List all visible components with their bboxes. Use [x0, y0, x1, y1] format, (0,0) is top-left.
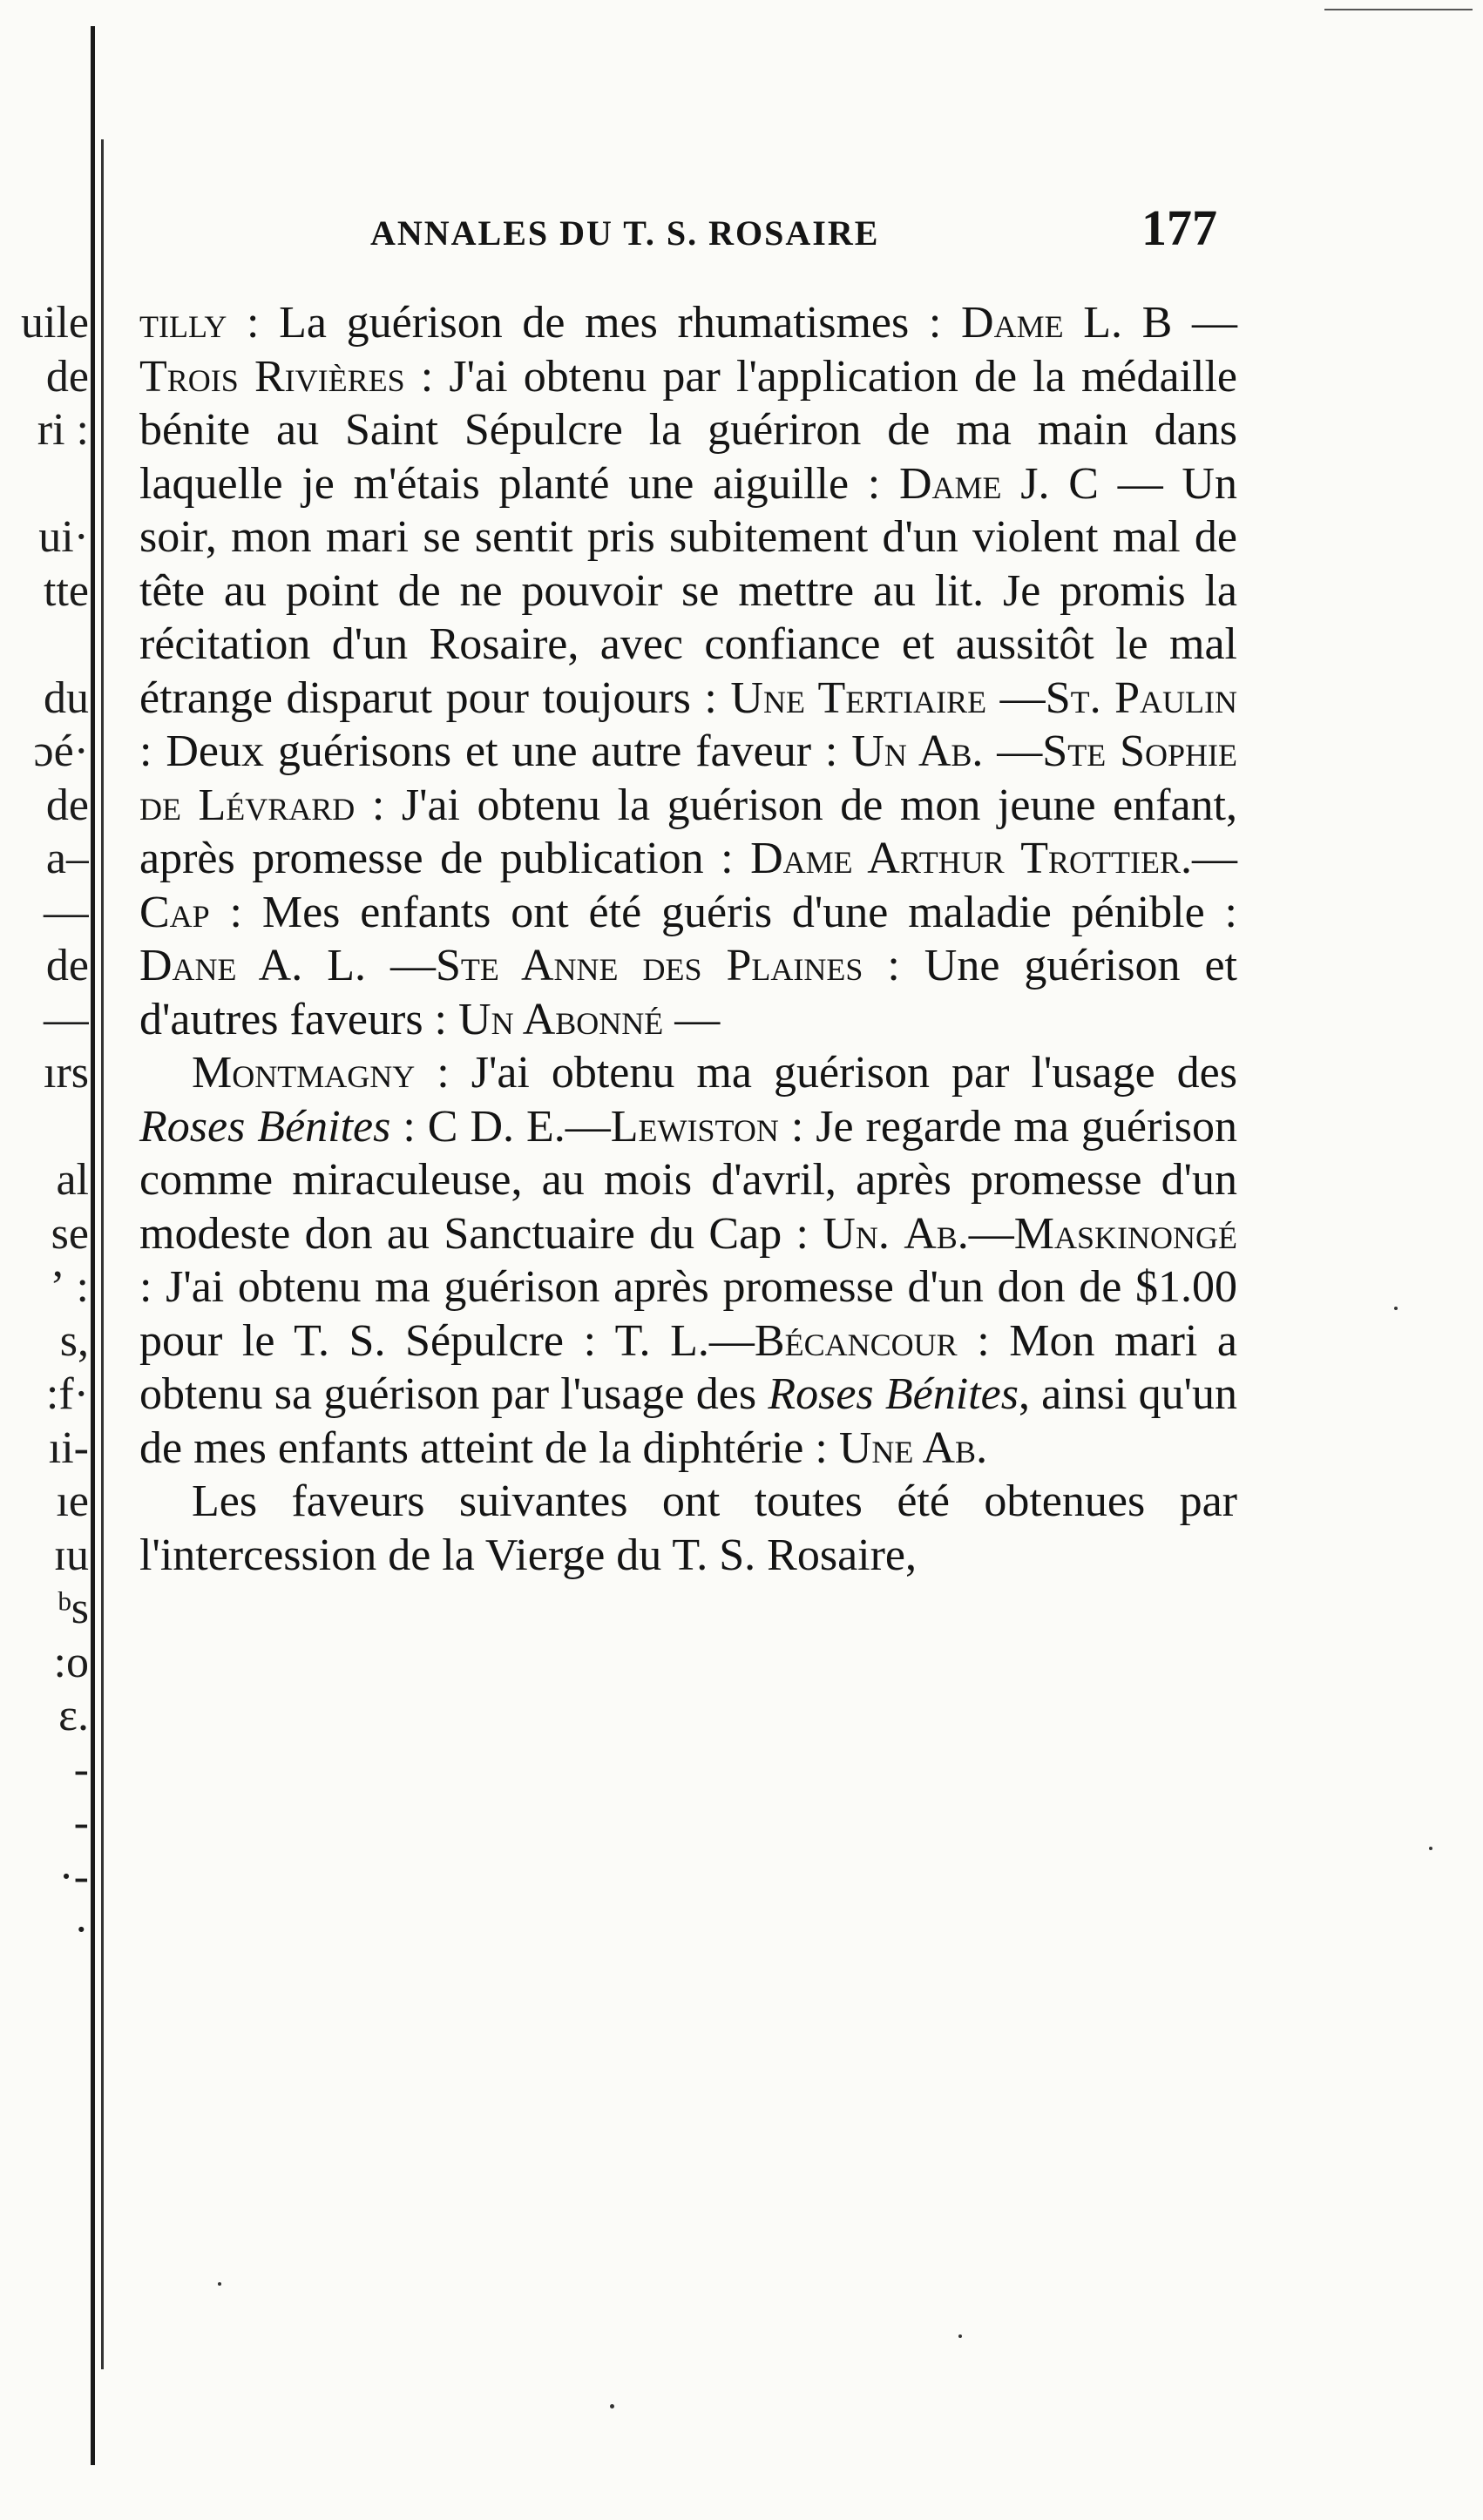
fragment-line: ıe [56, 1476, 89, 1526]
text-run: L. B — [1063, 298, 1237, 348]
text-run: .— [957, 1208, 1014, 1259]
text-run: Maskinongé [1013, 1208, 1237, 1259]
fragment-line: ‐ [73, 1798, 89, 1848]
text-run: : J'ai obtenu la guérison de mon jeune enfant, après promesse de publication : [139, 780, 1237, 883]
fragment-line: ırs [44, 1048, 89, 1098]
facing-page-fragments [0, 296, 89, 1957]
fragment-line: ıi- [48, 1422, 89, 1473]
page-number: 177 [1141, 199, 1217, 256]
fragment-line: ɛ. [58, 1691, 89, 1740]
fragment-line: ui· [38, 512, 89, 562]
fragment-line: se [51, 1208, 89, 1259]
text-run: . — [972, 726, 1043, 776]
top-edge-mark [1324, 9, 1473, 10]
fragment-line [0, 1100, 89, 1154]
scan-speck [1429, 1847, 1432, 1850]
text-run: J. C — Un soir, mon mari se sentit pris subitement d'un violent mal de tête au point de ne pouvoir se mettre au lit. Je promis la récitation d'un Rosaire, avec confiance et aussitôt le mal étrange disparut pour toujours : [139, 458, 1237, 723]
fragment-line: du [44, 672, 89, 723]
text-run: Roses Bénites [768, 1369, 1019, 1419]
fragment-line: ri : [37, 405, 89, 455]
fragment-line: uile [21, 298, 89, 348]
fragment-line: a– [45, 834, 89, 883]
gutter-rule-inner [101, 139, 104, 2369]
text-run: Un Ab [851, 726, 972, 776]
text-run: .— [1181, 834, 1238, 883]
text-run: Dame Arthur Trottier [750, 834, 1182, 883]
fragment-line: :o [53, 1637, 89, 1687]
paragraph-2 [139, 1046, 1237, 1475]
fragment-line: — [44, 887, 89, 937]
running-title: ANNALES DU T. S. ROSAIRE [370, 213, 880, 253]
fragment-line: — [44, 994, 89, 1044]
fragment-line: - [73, 1744, 89, 1794]
fragment-line: ɪu [53, 1530, 89, 1580]
text-run: : J'ai obtenu ma guérison par l'usage des [415, 1048, 1237, 1098]
text-run: : Je regarde ma guérison comme miraculeuse, au mois d'avril, après promesse d'un modeste don au Sanctuaire du Cap : [139, 1101, 1237, 1259]
text-run: Un [823, 1208, 878, 1259]
text-run: Lewiston [610, 1101, 779, 1152]
text-run: St. Paulin [1045, 672, 1238, 723]
fragment-line: tte [44, 565, 89, 616]
body-text [139, 296, 1237, 1582]
paragraph-1 [139, 296, 1237, 1046]
text-run: : J'ai obtenu ma guérison après promesse d'un don de $1.00 pour le T. S. Sépulcre : T. L.— [139, 1262, 1237, 1366]
paragraph-3 [139, 1475, 1237, 1582]
text-run: , ainsi qu'un de mes enfants atteint de la diphtérie : [139, 1369, 1238, 1473]
fragment-line [0, 618, 89, 672]
text-run: — [663, 994, 721, 1044]
text-run: — [986, 672, 1046, 723]
text-run: Bécancour [754, 1315, 958, 1366]
fragment-line: :f· [45, 1369, 89, 1419]
fragment-line [0, 457, 89, 511]
page-header [139, 199, 1229, 268]
text-run: : La guérison de mes rhumatismes : [227, 298, 962, 348]
text-run: Ste Sophie de Lévrard [139, 726, 1237, 830]
text-run: A. L. — [236, 941, 436, 990]
text-run: : J'ai obtenu par l'application de la médaille bénite au Saint Sépulcre la guériron de ma main dans laquelle je m'étais planté une aiguille : [139, 351, 1237, 509]
text-run: Trois Rivières [139, 351, 405, 402]
text-run: : Mon mari a obtenu sa guérison par l'usage des [139, 1315, 1237, 1419]
text-run: tilly [139, 298, 227, 348]
text-run: Dame [961, 298, 1064, 348]
text-run: Les faveurs suivantes ont toutes été obtenues par l'intercession de la Vierge du T. S. Rosaire, [139, 1476, 1237, 1580]
scan-speck [218, 2282, 221, 2286]
text-run: . [877, 1208, 904, 1259]
fragment-line: de [45, 941, 89, 990]
fragment-line: al [56, 1155, 89, 1205]
text-run: : C D. E.— [390, 1101, 611, 1152]
gutter-rule-outer [91, 26, 95, 2465]
text-run: : Deux guérisons et une autre faveur : [139, 726, 852, 776]
fragment-line: de [45, 351, 89, 402]
text-run: Ab [904, 1208, 958, 1259]
fragment-line: ·‐ [58, 1851, 89, 1902]
text-run: Montmagny [192, 1048, 416, 1098]
text-run: Une Tertiaire [730, 672, 987, 723]
text-run: Ste Anne des Plaines [435, 941, 863, 990]
fragment-line: · [73, 1905, 89, 1955]
fragment-line: ᵇs [57, 1584, 89, 1633]
scan-speck [958, 2334, 962, 2338]
text-run: Un Abonné [458, 994, 664, 1044]
text-run: Une Ab [838, 1422, 977, 1473]
text-run: Cap [139, 887, 210, 937]
fragment-line: ɔé· [33, 726, 89, 776]
text-run: Roses Bénites [139, 1101, 391, 1152]
text-run: . [976, 1422, 988, 1473]
fragment-line: s, [59, 1315, 89, 1366]
text-run: Dame [898, 458, 1002, 509]
fragment-line: ʼ : [50, 1262, 89, 1312]
text-run: : Une guérison et d'autres faveurs : [139, 941, 1238, 1044]
scan-speck [610, 2404, 614, 2409]
scan-speck [1394, 1307, 1398, 1310]
text-run: : Mes enfants ont été guéris d'une maladie pénible : [209, 887, 1237, 937]
fragment-line: de [45, 780, 89, 830]
text-run: Dane [139, 941, 237, 990]
